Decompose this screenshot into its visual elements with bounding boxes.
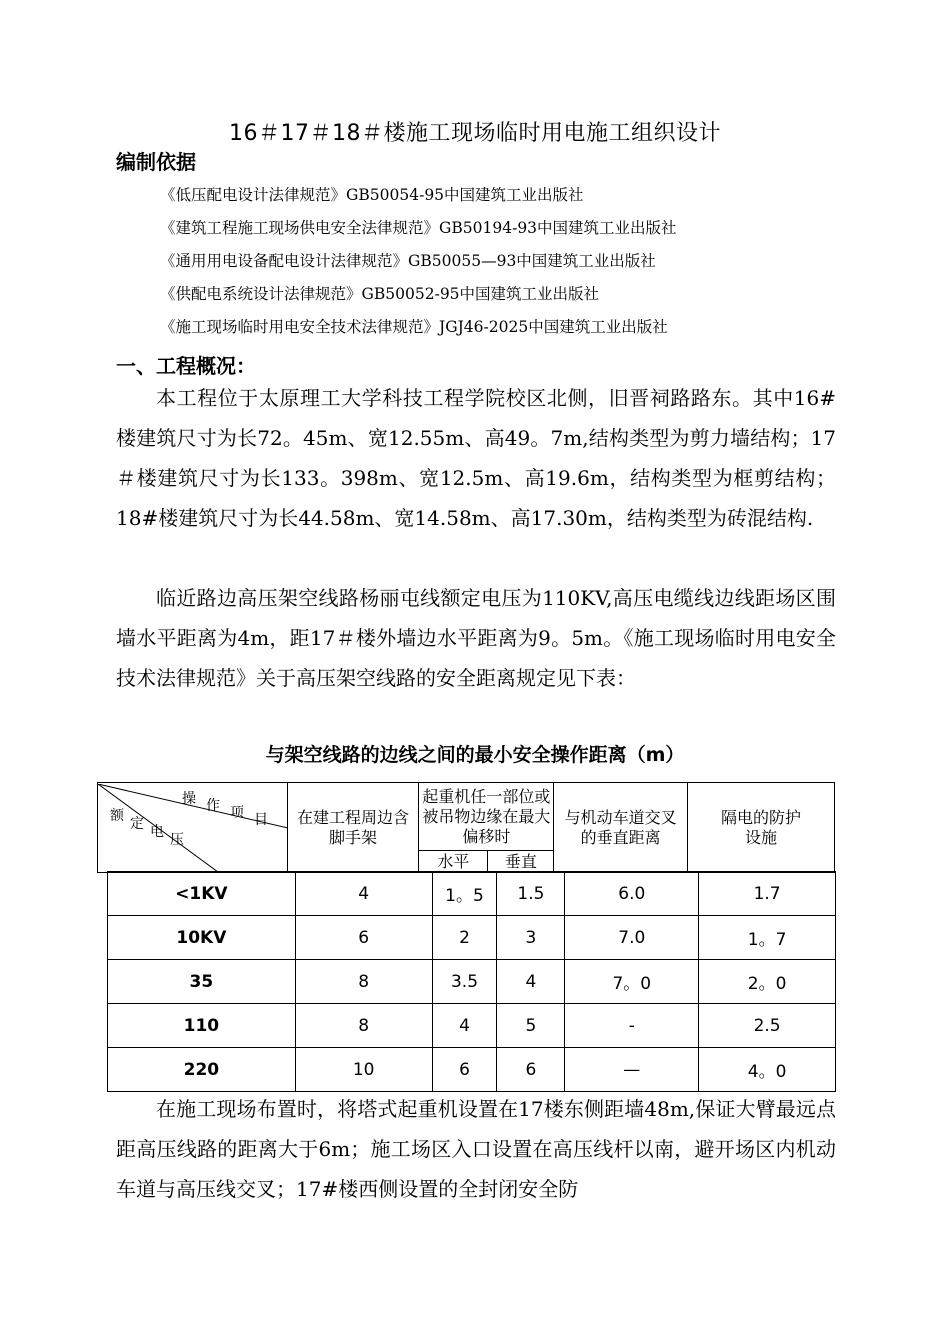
cell-protection: 2.5 bbox=[699, 1004, 836, 1048]
reference-item: 《供配电系统设计法律规范》GB50052-95中国建筑工业出版社 bbox=[160, 285, 600, 303]
diag-bottom-char: 定 bbox=[130, 815, 144, 832]
diag-top-char: 作 bbox=[206, 797, 220, 814]
cell-vehicle: - bbox=[565, 1004, 699, 1048]
table-caption: 与架空线路的边线之间的最小安全操作距离（m） bbox=[265, 744, 685, 766]
cell-vertical: 6 bbox=[497, 1048, 565, 1092]
table-row bbox=[108, 1004, 836, 1048]
reference-item: 《低压配电设计法律规范》GB50054-95中国建筑工业出版社 bbox=[160, 186, 584, 204]
cell-site: 8 bbox=[295, 1004, 432, 1048]
cell-protection: 1。7 bbox=[699, 916, 836, 960]
cell-vertical: 5 bbox=[497, 1004, 565, 1048]
cell-voltage: 35 bbox=[108, 960, 296, 1004]
cell-horizontal: 6 bbox=[432, 1048, 497, 1092]
document-title: 16＃17＃18＃楼施工现场临时用电施工组织设计 bbox=[229, 121, 721, 146]
diag-top-char: 操 bbox=[182, 790, 196, 807]
cell-voltage: 110 bbox=[108, 1004, 296, 1048]
overview-paragraph: 本工程位于太原理工大学科技工程学院校区北侧，旧晋祠路路东。其中16#楼建筑尺寸为长72。45m、宽12.55m、高49。7m,结构类型为剪力墙结构；17＃楼建筑尺寸为长133。398m、宽12.5m、高19.6m，结构类型为框剪结构；18#楼建筑尺寸为长44.58m、宽14.58m、高17.30m，结构类型为砖混结构. bbox=[116, 386, 836, 530]
cell-horizontal: 1。5 bbox=[432, 872, 497, 916]
cell-site: 8 bbox=[295, 960, 432, 1004]
col-header-site: 在建工程周边含脚手架 bbox=[287, 783, 419, 873]
cell-vehicle: 7。0 bbox=[565, 960, 699, 1004]
diag-bottom-char: 压 bbox=[170, 831, 184, 848]
cell-horizontal: 2 bbox=[432, 916, 497, 960]
distance-table bbox=[107, 871, 836, 1092]
cell-site: 6 bbox=[295, 916, 432, 960]
table-header bbox=[97, 782, 835, 873]
col-header-vehicle: 与机动车道交叉的垂直距离 bbox=[554, 783, 688, 873]
reference-item: 《施工现场临时用电安全技术法律规范》JGJ46-2025中国建筑工业出版社 bbox=[160, 318, 668, 336]
layout-paragraph: 在施工现场布置时，将塔式起重机设置在17楼东侧距墙48m,保证大臂最远点距高压线路的距离大于6m；施工场区入口设置在高压线杆以南，避开场区内机动车道与高压线交叉；17#楼西侧设置的全封闭安全防 bbox=[116, 1097, 836, 1201]
cell-protection: 4。0 bbox=[699, 1048, 836, 1092]
reference-item: 《建筑工程施工现场供电安全法律规范》GB50194-93中国建筑工业出版社 bbox=[160, 219, 677, 237]
col-header-vertical: 垂直 bbox=[488, 851, 554, 873]
diag-top-char: 目 bbox=[254, 811, 268, 828]
cell-vertical: 3 bbox=[497, 916, 565, 960]
cell-horizontal: 4 bbox=[432, 1004, 497, 1048]
basis-heading: 编制依据 bbox=[116, 150, 196, 174]
cell-site: 4 bbox=[295, 872, 432, 916]
table-row bbox=[108, 872, 836, 916]
cell-voltage: <1KV bbox=[108, 872, 296, 916]
cell-vehicle: — bbox=[565, 1048, 699, 1092]
cell-voltage: 220 bbox=[108, 1048, 296, 1092]
cell-voltage: 10KV bbox=[108, 916, 296, 960]
cell-vehicle: 7.0 bbox=[565, 916, 699, 960]
cell-horizontal: 3.5 bbox=[432, 960, 497, 1004]
col-header-crane: 起重机任一部位或被吊物边缘在最大偏移时 bbox=[419, 783, 554, 851]
col-header-protection: 隔电的防护设施 bbox=[688, 783, 835, 873]
table-row bbox=[108, 960, 836, 1004]
cell-vehicle: 6.0 bbox=[565, 872, 699, 916]
overview-paragraph: 临近路边高压架空线路杨丽屯线额定电压为110KV,高压电缆线边线距场区围墙水平距离为4m，距17＃楼外墙边水平距离为9。5m。《施工现场临时用电安全技术法律规范》关于高压架空线路的安全距离规定见下表： bbox=[116, 586, 836, 690]
diag-bottom-char: 电 bbox=[150, 823, 164, 840]
reference-item: 《通用用电设备配电设计法律规范》GB50055—93中国建筑工业出版社 bbox=[160, 252, 656, 270]
col-header-horizontal: 水平 bbox=[419, 851, 488, 873]
cell-vertical: 1.5 bbox=[497, 872, 565, 916]
cell-protection: 2。0 bbox=[699, 960, 836, 1004]
diag-top-char: 项 bbox=[230, 804, 244, 821]
table-row bbox=[108, 1048, 836, 1092]
diagonal-header-cell bbox=[98, 783, 288, 873]
cell-site: 10 bbox=[295, 1048, 432, 1092]
table-row bbox=[108, 916, 836, 960]
diag-bottom-char: 额 bbox=[110, 807, 124, 824]
cell-vertical: 4 bbox=[497, 960, 565, 1004]
cell-protection: 1.7 bbox=[699, 872, 836, 916]
overview-heading: 一、工程概况： bbox=[116, 354, 256, 378]
